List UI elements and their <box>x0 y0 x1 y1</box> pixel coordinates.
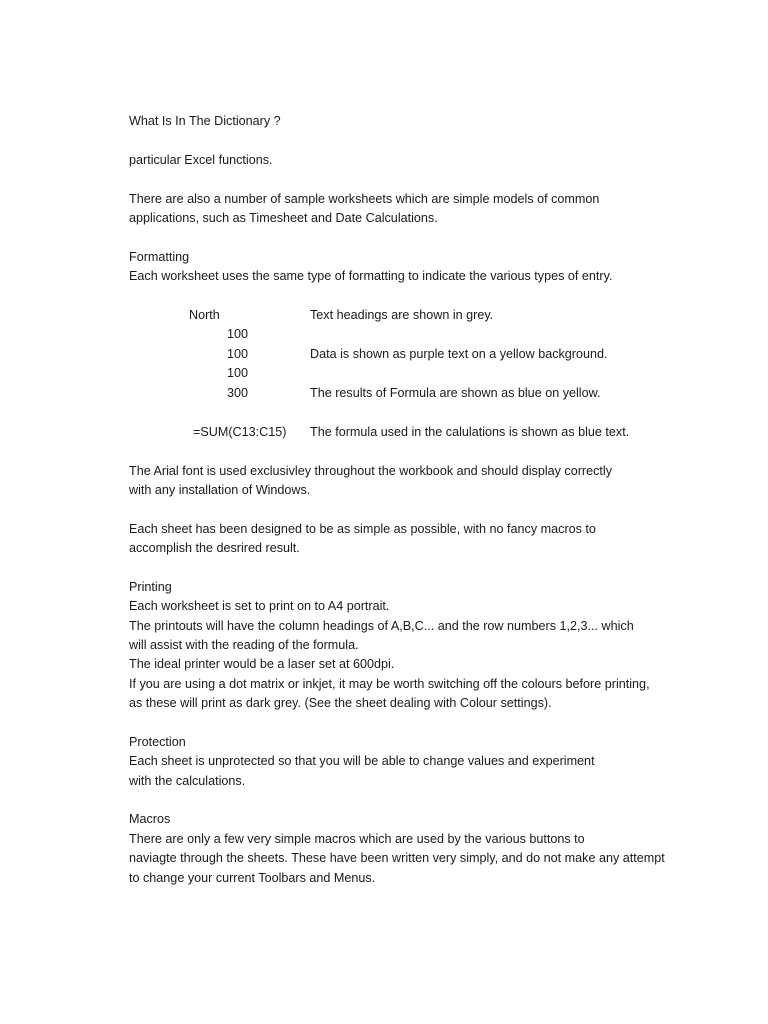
printing-line: as these will print as dark grey. (See the sheet dealing with Colour settings). <box>129 696 552 710</box>
protection-line: Each sheet is unprotected so that you will be able to change values and experiment <box>129 754 595 768</box>
example-result-value: 300 <box>226 386 248 400</box>
font-paragraph-line: The Arial font is used exclusivley throughout the workbook and should display correctly <box>129 464 613 478</box>
font-paragraph-line: with any installation of Windows. <box>129 483 311 497</box>
printing-line: The printouts will have the column headings of A,B,C... and the row numbers 1,2,3... which <box>129 619 634 633</box>
printing-line: If you are using a dot matrix or inkjet, it may be worth switching off the colours before printing, <box>129 677 650 691</box>
design-paragraph-line: Each sheet has been designed to be as simple as possible, with no fancy macros to <box>129 522 596 536</box>
printing-line: The ideal printer would be a laser set at 600dpi. <box>129 657 395 671</box>
example-data-description: Data is shown as purple text on a yellow background. <box>310 347 608 361</box>
example-formula-description: The formula used in the calulations is shown as blue text. <box>310 425 630 439</box>
samples-paragraph-line: There are also a number of sample worksheets which are simple models of common <box>129 192 600 206</box>
macros-line: naviagte through the sheets. These have been written very simply, and do not make any attempt <box>129 851 665 865</box>
design-paragraph-line: accomplish the desrired result. <box>129 541 300 555</box>
example-result-description: The results of Formula are shown as blue on yellow. <box>310 386 601 400</box>
protection-heading: Protection <box>129 735 186 749</box>
example-header-description: Text headings are shown in grey. <box>310 308 494 322</box>
printing-line: Each worksheet is set to print on to A4 portrait. <box>129 599 390 613</box>
example-data-value: 100 <box>226 366 248 380</box>
samples-paragraph-line: applications, such as Timesheet and Date Calculations. <box>129 211 438 225</box>
formatting-text: Each worksheet uses the same type of formatting to indicate the various types of entry. <box>129 269 613 283</box>
macros-heading: Macros <box>129 812 171 826</box>
printing-line: will assist with the reading of the formula. <box>129 638 359 652</box>
protection-line: with the calculations. <box>129 774 246 788</box>
printing-heading: Printing <box>129 580 172 594</box>
example-data-value: 100 <box>226 347 248 361</box>
macros-line: There are only a few very simple macros which are used by the various buttons to <box>129 832 585 846</box>
intro-line: particular Excel functions. <box>129 153 273 167</box>
formatting-heading: Formatting <box>129 250 190 264</box>
document-title: What Is In The Dictionary ? <box>129 114 281 128</box>
example-header-label: North <box>189 308 220 322</box>
example-formula: =SUM(C13:C15) <box>193 425 287 439</box>
example-data-value: 100 <box>226 327 248 341</box>
macros-line: to change your current Toolbars and Menus. <box>129 871 376 885</box>
